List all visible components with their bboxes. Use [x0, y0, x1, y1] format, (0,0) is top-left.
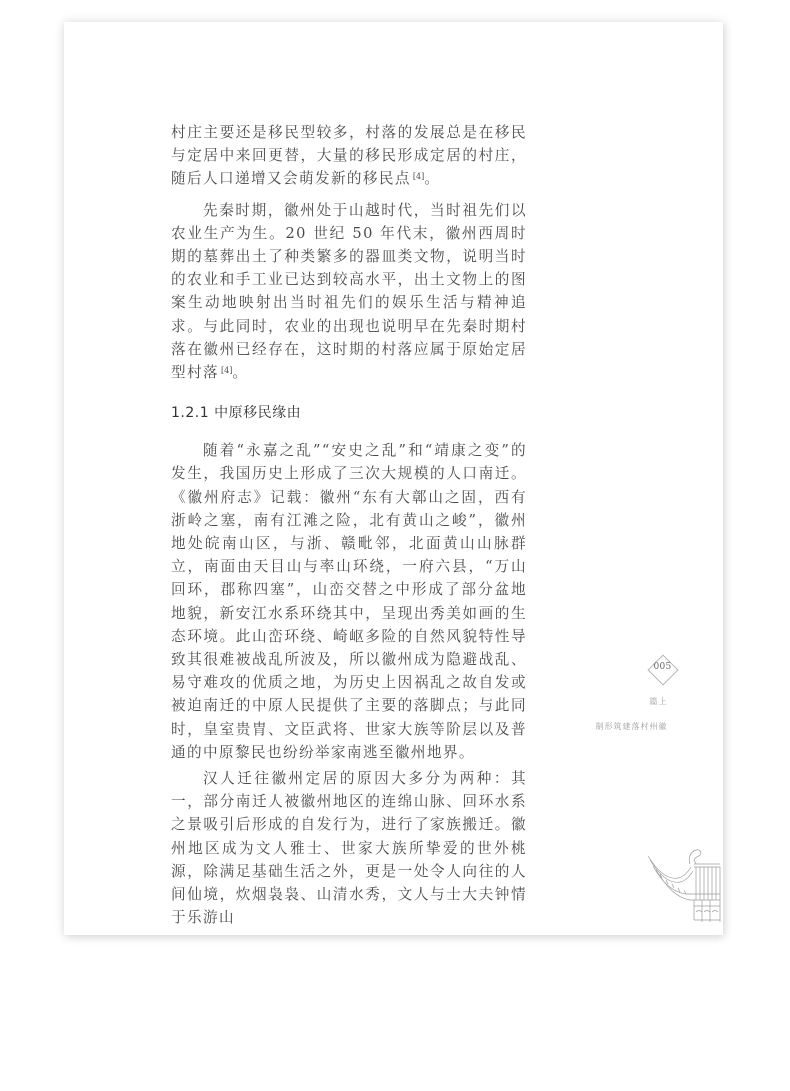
- paragraph-2: [171, 199, 527, 385]
- page-number: 005: [653, 662, 672, 672]
- paragraph-1-tail: 。: [424, 170, 441, 188]
- section-heading: 1.2.1 中原移民缘由: [171, 405, 302, 422]
- main-text-block: [171, 121, 527, 930]
- paragraph-4: 汉人迁往徽州定居的原因大多分为两种：其一，部分南迁人被徽州地区的连绵山脉、回环水系之景吸引后形成的自发行为，进行了家族搬迁。徽州地区成为文人雅士、世家大族所挚爱的世外桃源，除满足基础生活之外，更是一处令人向往的人间仙境，炊烟袅袅、山清水秀，文人与士大夫钟情于乐游山: [171, 770, 527, 927]
- book-page: [64, 22, 723, 935]
- paragraph-3: 随着“永嘉之乱”“安史之乱”和“靖康之变”的发生，我国历史上形成了三次大规模的人口南迁。《徽州府志》记载：徽州“东有大鄣山之固，西有浙岭之塞，南有江滩之险，北有黄山之峻”，徽州地处皖南山区，与浙、赣毗邻，北面黄山山脉群立，南面由天目山与率山环绕，一府六县，“万山回环，郡称四塞”，山峦交替之中形成了部分盆地地貌，新安江水系环绕其中，呈现出秀美如画的生态环境。此山峦环绕、崎岖多险的自然风貌特性导致其很难被战乱所波及，所以徽州成为隐避战乱、易守难攻的优质之地，为历史上因祸乱之故自发或被迫南迁的中原人民提供了主要的落脚点；与此同时，皇室贵胄、文臣武将、世家大族等阶层以及普通的中原黎民也纷纷举家南逃至徽州地界。: [171, 442, 527, 761]
- building-illustration-icon: [646, 842, 721, 927]
- paragraph-1-text: 村庄主要还是移民型较多，村落的发展总是在移民与定居中来回更替，大量的移民形成定居的村庄，随后人口递增又会萌发新的移民点: [171, 124, 527, 188]
- paragraph-2-tail: 。: [232, 364, 249, 382]
- citation-ref: [4]: [412, 172, 425, 182]
- citation-ref: [4]: [220, 366, 233, 376]
- paragraph-1: [171, 121, 527, 191]
- running-title: 徽州村落建筑形制: [595, 722, 667, 732]
- paragraph-2-text: 先秦时期，徽州处于山越时代，当时祖先们以农业生产为生。20 世纪 50 年代末，徽州西周时期的墓葬出土了种类繁多的器皿类文物，说明当时的农业和手工业已达到较高水平，出土文物上的图案生动地映射出当时祖先们的娱乐生活与精神追求。与此同时，农业的出现也说明早在先秦时期村落在徽州已经存在，这时期的村落应属于原始定居型村落: [171, 201, 527, 382]
- part-label: 上篇: [649, 697, 667, 706]
